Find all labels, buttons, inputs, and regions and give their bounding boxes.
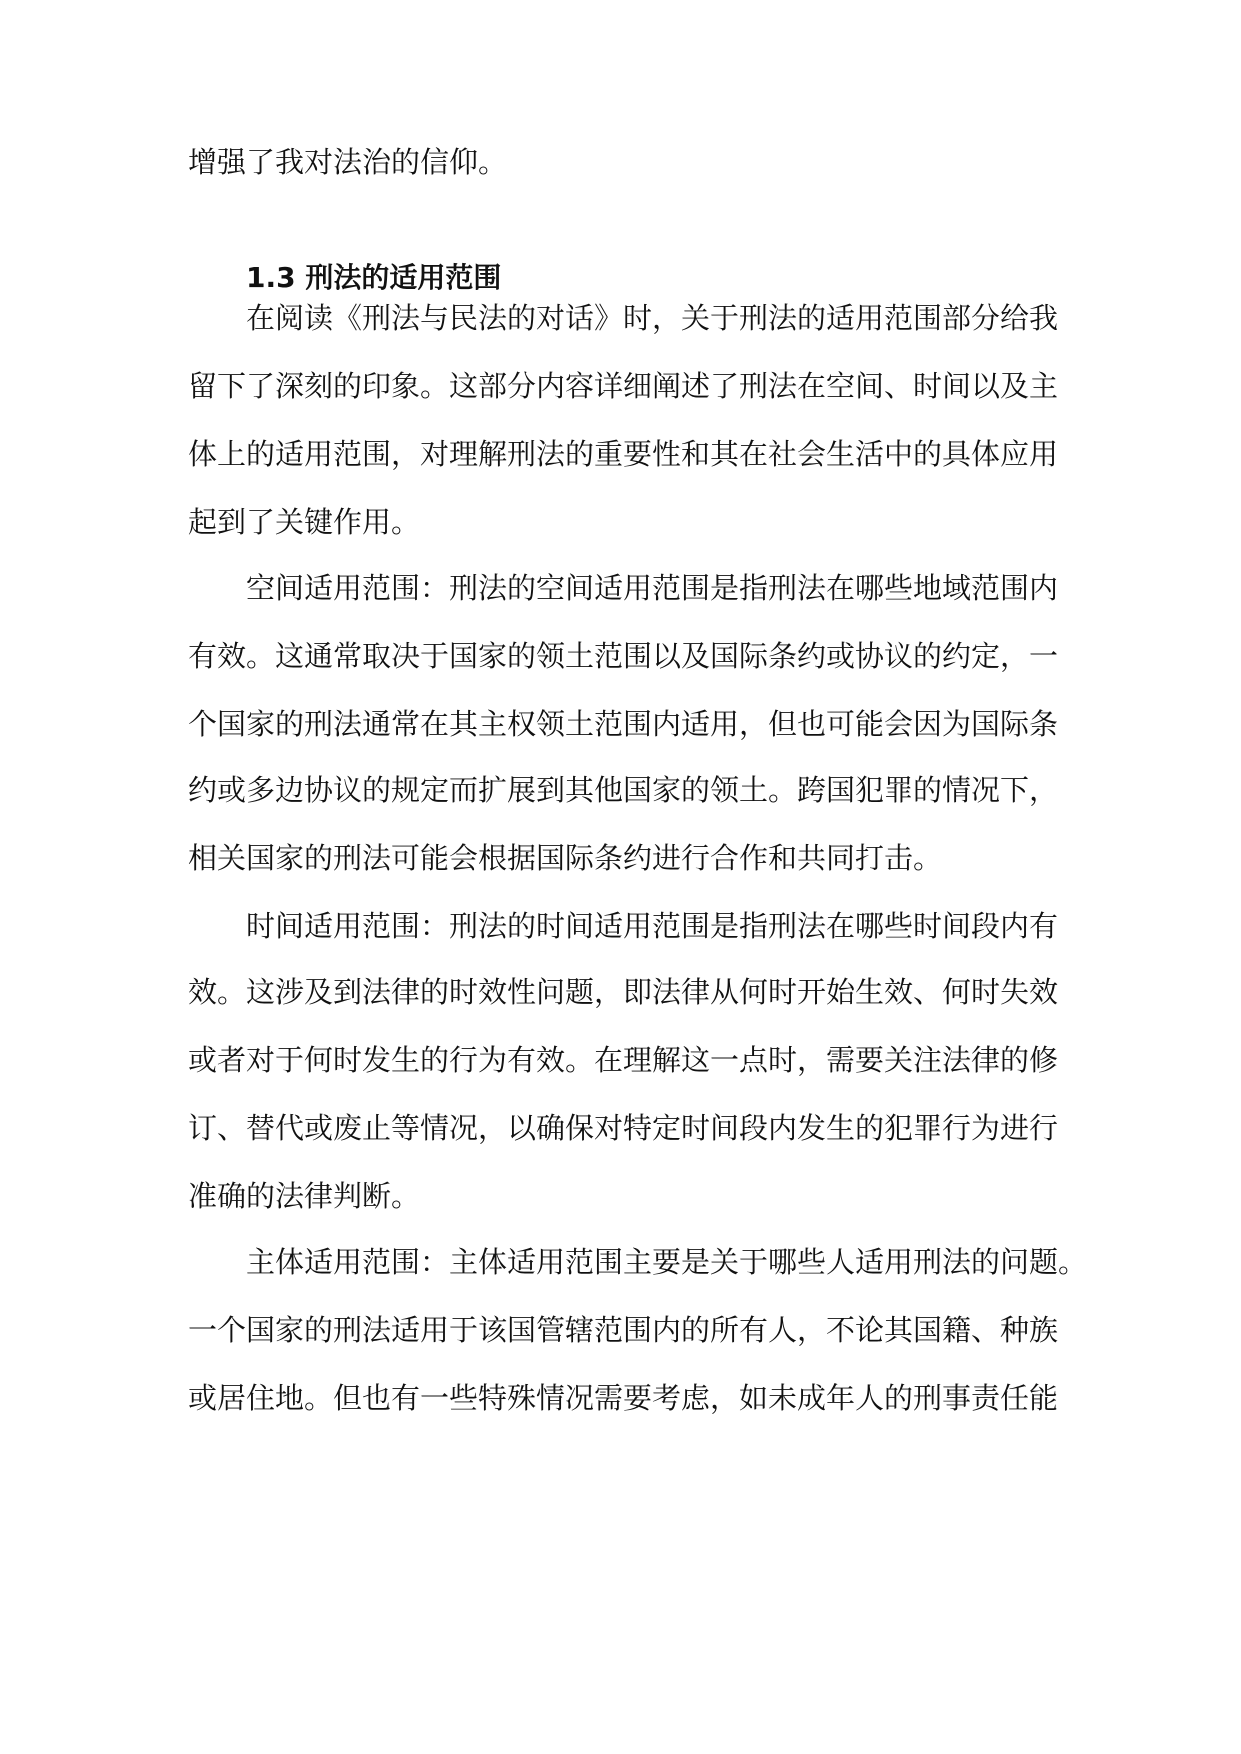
text-line: 增强了我对法治的信仰。	[188, 145, 508, 179]
text-line: 或居住地。但也有一些特殊情况需要考虑，如未成年人的刑事责任能	[188, 1381, 1059, 1415]
text-line: 准确的法律判断。	[188, 1179, 421, 1213]
text-line: 主体适用范围：主体适用范围主要是关于哪些人适用刑法的问题。	[246, 1245, 1088, 1279]
text-line: 时间适用范围：刑法的时间适用范围是指刑法在哪些时间段内有	[246, 909, 1059, 943]
text-line: 留下了深刻的印象。这部分内容详细阐述了刑法在空间、时间以及主	[188, 369, 1059, 403]
text-line: 个国家的刑法通常在其主权领土范围内适用，但也可能会因为国际条	[188, 707, 1059, 741]
section-heading: 1.3 刑法的适用范围	[246, 261, 502, 294]
text-line: 订、替代或废止等情况，以确保对特定时间段内发生的犯罪行为进行	[188, 1111, 1059, 1145]
text-line: 相关国家的刑法可能会根据国际条约进行合作和共同打击。	[188, 841, 943, 875]
text-line: 或者对于何时发生的行为有效。在理解这一点时，需要关注法律的修	[188, 1043, 1059, 1077]
text-line: 有效。这通常取决于国家的领土范围以及国际条约或协议的约定，一	[188, 639, 1059, 673]
text-line: 约或多边协议的规定而扩展到其他国家的领土。跨国犯罪的情况下，	[188, 773, 1059, 807]
text-line: 在阅读《刑法与民法的对话》时，关于刑法的适用范围部分给我	[246, 301, 1059, 335]
text-line: 空间适用范围：刑法的空间适用范围是指刑法在哪些地域范围内	[246, 571, 1059, 605]
text-line: 效。这涉及到法律的时效性问题，即法律从何时开始生效、何时失效	[188, 975, 1059, 1009]
text-line: 体上的适用范围，对理解刑法的重要性和其在社会生活中的具体应用	[188, 437, 1059, 471]
text-line: 一个国家的刑法适用于该国管辖范围内的所有人，不论其国籍、种族	[188, 1313, 1059, 1347]
text-line: 起到了关键作用。	[188, 505, 421, 539]
